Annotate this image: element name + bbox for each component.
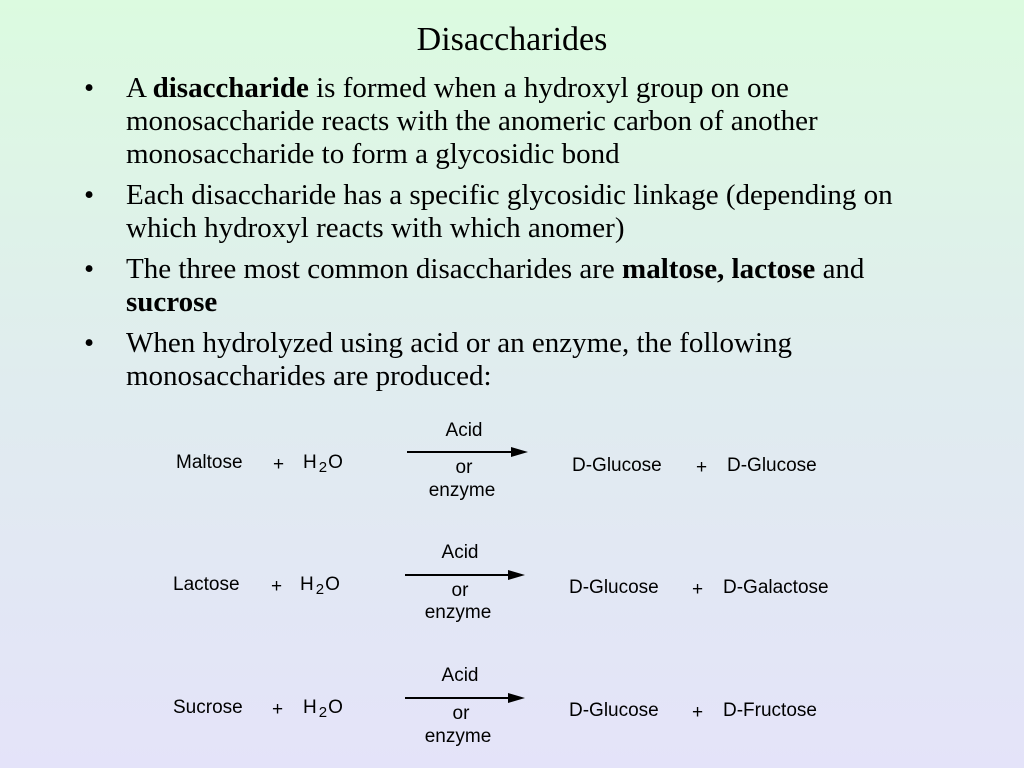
bullet-item (80, 327, 960, 393)
bullet-text-bold: disaccharide (152, 72, 309, 104)
condition-or: or (451, 580, 469, 601)
product-2: D-Fructose (723, 700, 817, 721)
slide-title: Disaccharides (416, 21, 608, 58)
reaction-arrow-line (405, 574, 510, 576)
condition-acid: Acid (441, 665, 479, 686)
arrow-head-icon (508, 570, 525, 580)
plus-sign: + (271, 576, 283, 597)
product-1: D-Glucose (569, 700, 659, 721)
water-formula (300, 574, 340, 596)
water-o: O (325, 574, 340, 595)
water-h: H (303, 452, 317, 473)
bullet-item (80, 253, 960, 319)
bullet-dot: • (84, 327, 95, 359)
plus-sign: + (692, 702, 704, 723)
bullet-text-normal: A (126, 72, 153, 104)
reactant-label: Lactose (173, 574, 240, 595)
water-h: H (300, 574, 314, 595)
plus-sign: + (692, 579, 704, 600)
bullet-item (80, 72, 960, 171)
product-2: D-Galactose (723, 577, 829, 598)
condition-enzyme: enzyme (428, 480, 496, 501)
bullet-text-normal: When hydrolyzed using acid or an enzyme, the following monosaccharides are produced: (126, 327, 792, 392)
water-o: O (328, 697, 343, 718)
water-formula (303, 697, 343, 719)
bullet-text-bold: maltose, lactose (622, 253, 816, 285)
product-2: D-Glucose (727, 455, 817, 476)
arrow-head-icon (511, 447, 528, 457)
plus-sign: + (273, 454, 285, 475)
reactant-label: Maltose (176, 452, 243, 473)
bullet-text-normal: Each disaccharide has a specific glycosidic linkage (depending on which hydroxyl reacts with which anomer) (126, 179, 893, 244)
bullet-dot: • (84, 72, 95, 104)
bullet-item (80, 179, 960, 245)
bullet-list (80, 72, 960, 401)
bullet-text-normal: The three most common disaccharides are (126, 253, 623, 285)
condition-enzyme: enzyme (424, 726, 492, 747)
condition-enzyme: enzyme (424, 602, 492, 623)
condition-or: or (452, 703, 470, 724)
reactant-label: Sucrose (173, 697, 243, 718)
water-h: H (303, 697, 317, 718)
bullet-text-normal: and (815, 253, 865, 285)
product-1: D-Glucose (569, 577, 659, 598)
water-o: O (328, 452, 343, 473)
water-formula (303, 452, 343, 474)
reaction-arrow-line (405, 697, 510, 699)
condition-or: or (455, 457, 473, 478)
water-subscript: 2 (318, 459, 328, 476)
water-subscript: 2 (315, 581, 325, 598)
plus-sign: + (696, 457, 708, 478)
arrow-head-icon (508, 693, 525, 703)
product-1: D-Glucose (572, 455, 662, 476)
water-subscript: 2 (318, 704, 328, 721)
bullet-text-normal: is formed when a hydroxyl group on one monosaccharide reacts with the anomeric carbon of another monosaccharide to form a glycosidic bond (126, 72, 818, 170)
condition-acid: Acid (445, 420, 483, 441)
reaction-arrow-line (407, 451, 513, 453)
bullet-dot: • (84, 253, 95, 285)
bullet-text-bold: sucrose (126, 286, 218, 318)
condition-acid: Acid (441, 542, 479, 563)
plus-sign: + (272, 699, 284, 720)
bullet-dot: • (84, 179, 95, 211)
